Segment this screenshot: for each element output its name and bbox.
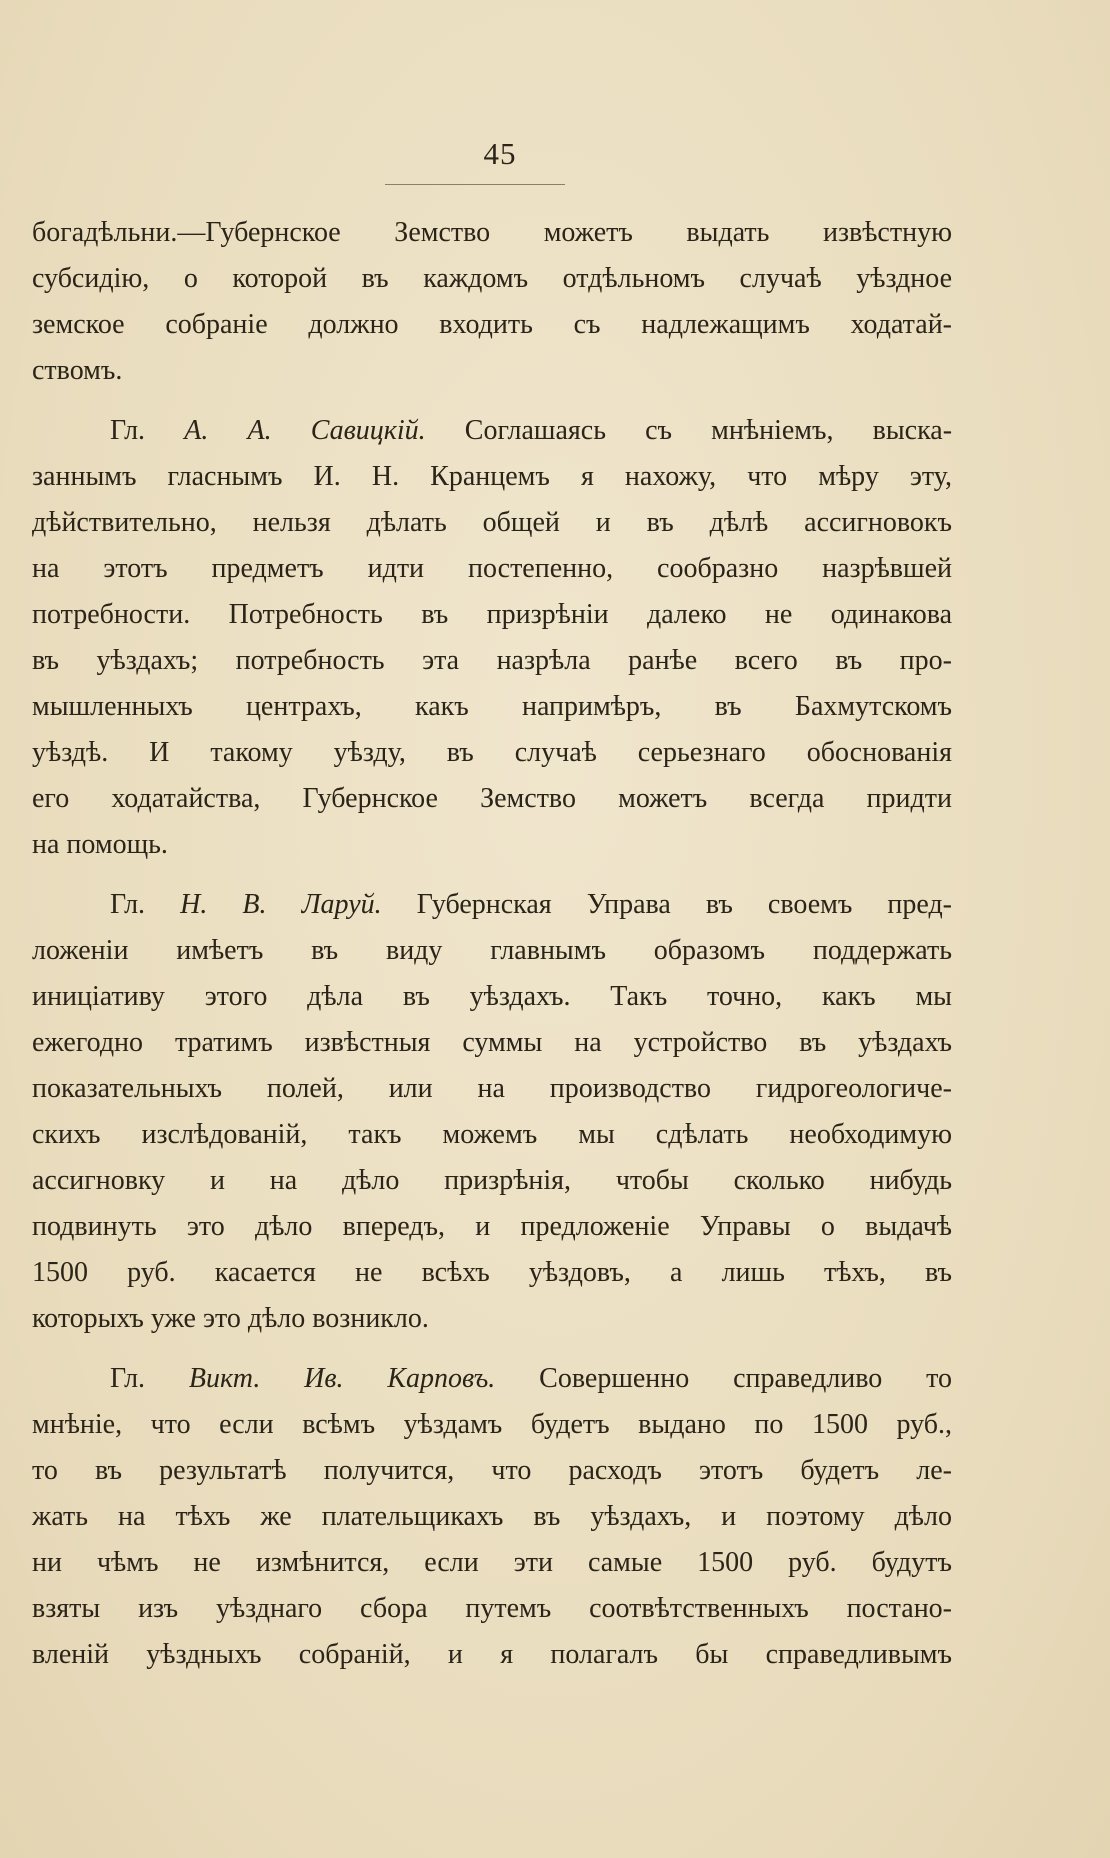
speech-opening-line [32, 1356, 952, 1402]
paragraph [32, 408, 952, 868]
text-line: ассигновку и на дѣло призрѣнія, чтобы сколько нибудь [32, 1165, 952, 1196]
body-text [32, 210, 952, 1678]
speaker-prefix: Гл. [110, 1363, 146, 1394]
text-line: вленій уѣздныхъ собраній, и я полагалъ бы справедливымъ [32, 1639, 952, 1670]
text-line: взяты изъ уѣзднаго сбора путемъ соотвѣтственныхъ постано- [32, 1593, 952, 1624]
text-line: потребности. Потребность въ призрѣніи далеко не одинакова [32, 599, 952, 630]
page-number: 45 [483, 136, 517, 171]
speaker-name: Викт. Ив. Карповъ. [188, 1363, 496, 1394]
text-line: скихъ изслѣдованій, такъ можемъ мы сдѣлать необходимую [32, 1119, 952, 1150]
speaker-name: Н. В. Ларуй. [180, 889, 382, 920]
text-line: заннымъ гласнымъ И. Н. Кранцемъ я нахожу, что мѣру эту, [32, 461, 952, 492]
text-line: мнѣніе, что если всѣмъ уѣздамъ будетъ выдано по 1500 руб., [32, 1409, 952, 1440]
text-line: богадѣльни.—Губернское Земство можетъ выдать извѣстную [32, 217, 952, 248]
text-fragment: Губернская Управа въ своемъ пред- [416, 889, 953, 920]
header-rule [385, 184, 565, 185]
speech-opening-line [32, 408, 952, 454]
text-line: ежегодно тратимъ извѣстныя суммы на устройство въ уѣздахъ [32, 1027, 952, 1058]
text-line: уѣздѣ. И такому уѣзду, въ случаѣ серьезнаго обоснованія [32, 737, 952, 768]
text-line: ствомъ. [32, 355, 123, 386]
text-line: на этотъ предметъ идти постепенно, сообразно назрѣвшей [32, 553, 952, 584]
paragraph [32, 1356, 952, 1678]
text-line: 1500 руб. касается не всѣхъ уѣздовъ, а лишь тѣхъ, въ [32, 1257, 952, 1288]
text-line: на помощь. [32, 829, 168, 860]
text-line: мышленныхъ центрахъ, какъ напримѣръ, въ Бахмутскомъ [32, 691, 952, 722]
text-line: ни чѣмъ не измѣнится, если эти самые 1500 руб. будутъ [32, 1547, 952, 1578]
text-line: то въ результатѣ получится, что расходъ этотъ будетъ ле- [32, 1455, 952, 1486]
text-line: иниціативу этого дѣла въ уѣздахъ. Такъ точно, какъ мы [32, 981, 952, 1012]
speaker-prefix: Гл. [110, 415, 146, 446]
text-line: дѣйствительно, нельзя дѣлать общей и въ дѣлѣ ассигновокъ [32, 507, 952, 538]
text-fragment: Совершенно справедливо то [539, 1363, 953, 1394]
text-line: подвинуть это дѣло впередъ, и предложеніе Управы о выдачѣ [32, 1211, 952, 1242]
speech-opening-line [32, 882, 952, 928]
text-line: его ходатайства, Губернское Земство можетъ всегда придти [32, 783, 952, 814]
text-line: субсидію, о которой въ каждомъ отдѣльномъ случаѣ уѣздное [32, 263, 952, 294]
speaker-prefix: Гл. [110, 889, 146, 920]
paragraph [32, 882, 952, 1342]
text-line: показательныхъ полей, или на производство гидрогеологиче- [32, 1073, 952, 1104]
paragraph [32, 210, 952, 394]
text-line: въ уѣздахъ; потребность эта назрѣла ранѣе всего въ про- [32, 645, 952, 676]
text-line: ложеніи имѣетъ въ виду главнымъ образомъ поддержать [32, 935, 952, 966]
text-line: которыхъ уже это дѣло возникло. [32, 1303, 429, 1334]
speaker-name: А. А. Савицкій. [184, 415, 426, 446]
text-line: жать на тѣхъ же плательщикахъ въ уѣздахъ, и поэтому дѣло [32, 1501, 952, 1532]
text-line: земское собраніе должно входить съ надлежащимъ ходатай- [32, 309, 952, 340]
text-fragment: Соглашаясь съ мнѣніемъ, выска- [464, 415, 953, 446]
